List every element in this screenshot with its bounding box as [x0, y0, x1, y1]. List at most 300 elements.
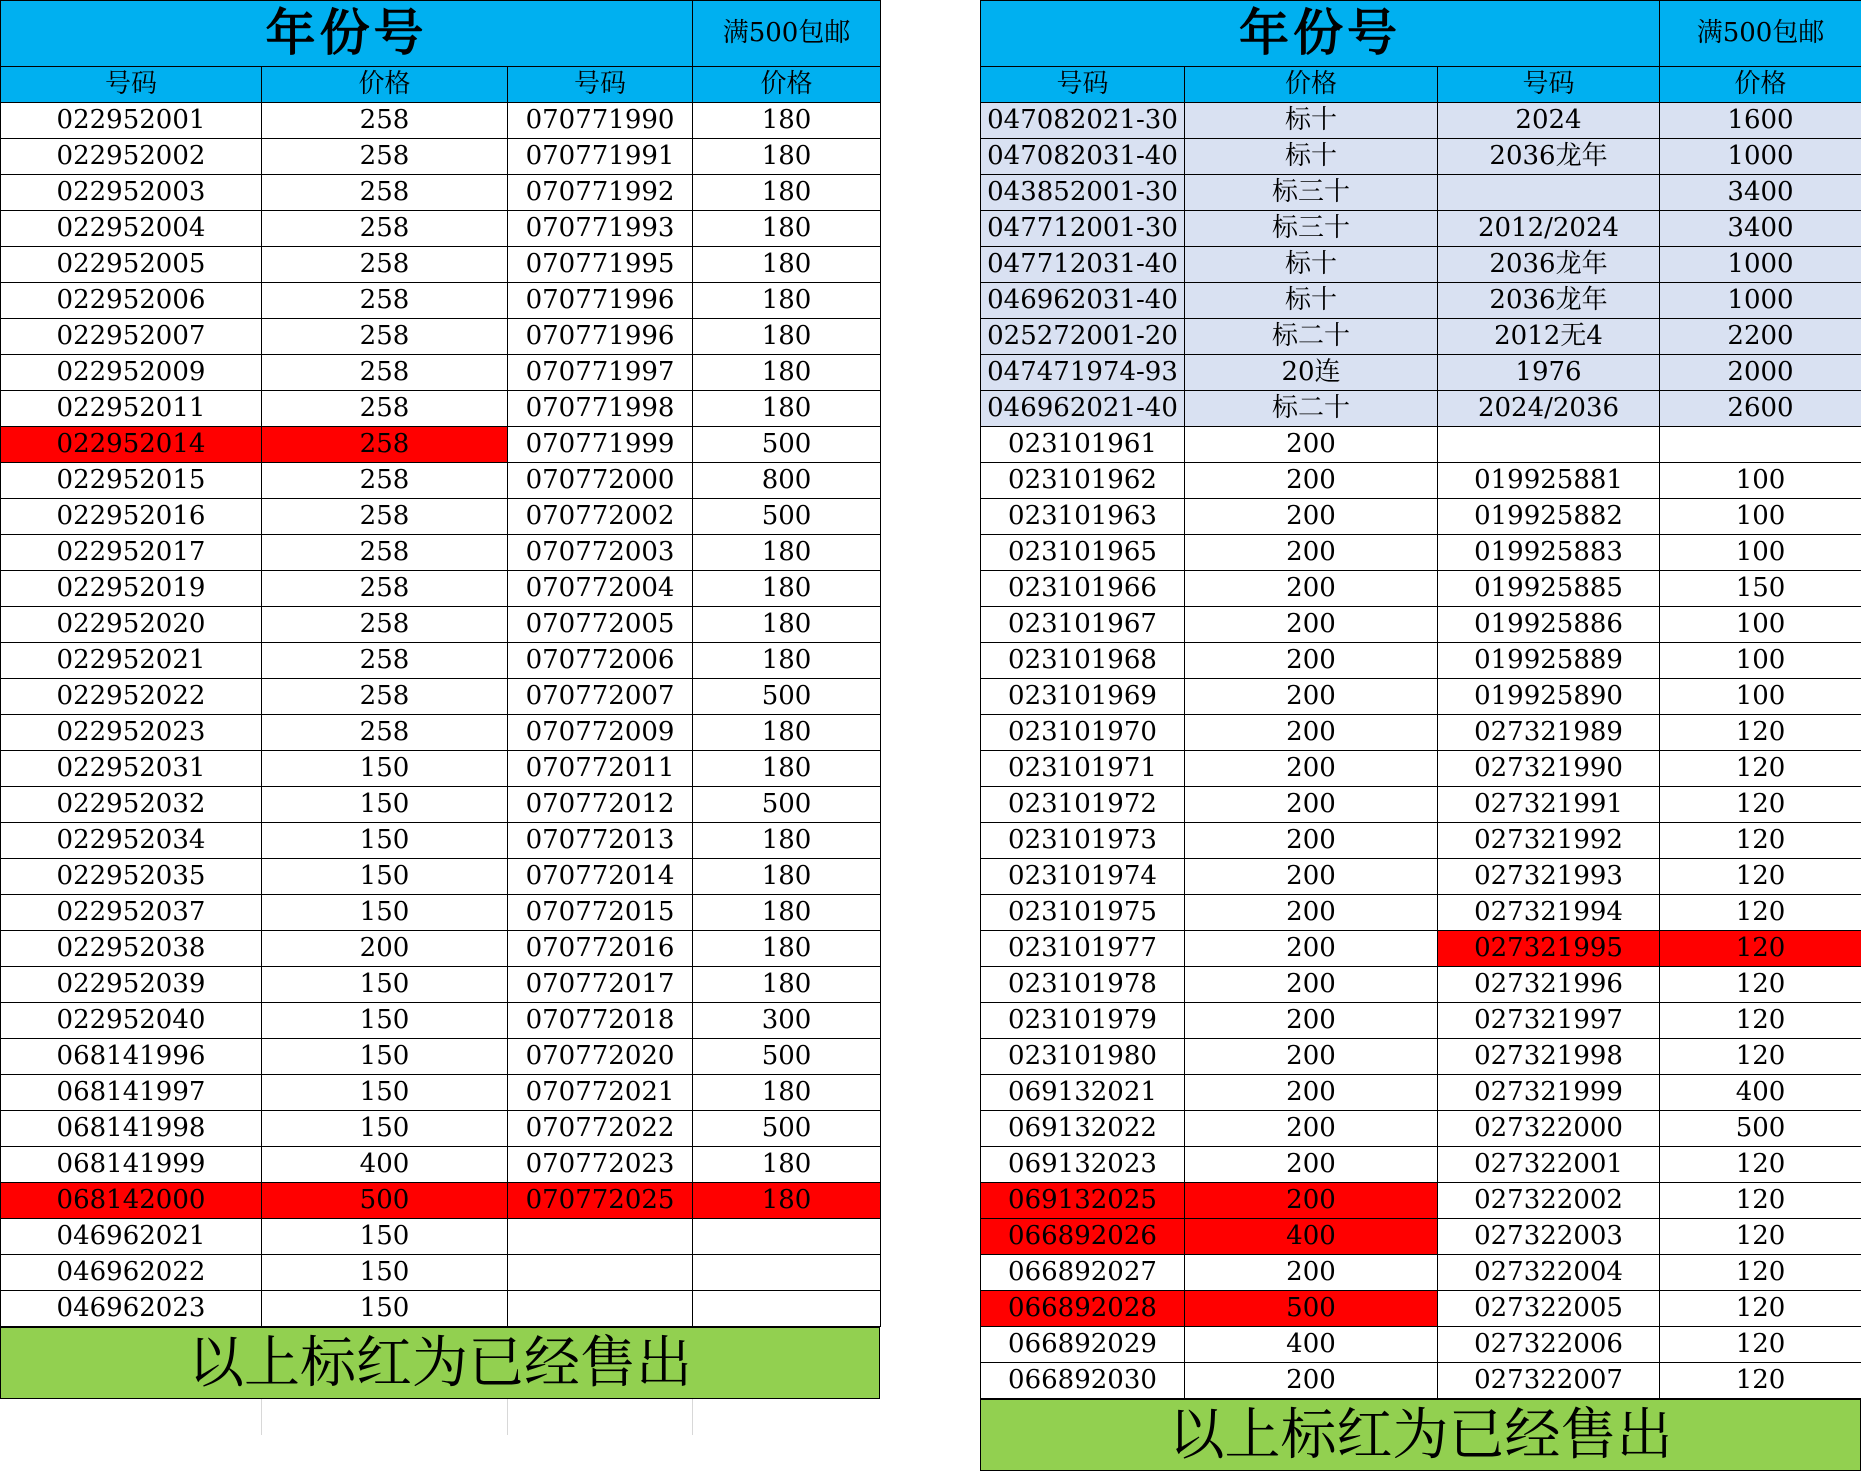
- table-row: [981, 355, 1861, 391]
- table-row: [1, 283, 881, 319]
- cell-number-2: 070772014: [508, 859, 693, 895]
- cell-price-1: 200: [1185, 823, 1438, 859]
- cell-number-1: 022952004: [1, 211, 262, 247]
- table-row: [1, 859, 881, 895]
- left-header-number-1: 号码: [1, 67, 262, 103]
- cell-price-2: 120: [1660, 1183, 1861, 1219]
- cell-number-1: 022952019: [1, 571, 262, 607]
- cell-price-1: 200: [1185, 1363, 1438, 1399]
- cell-number-1: 022952037: [1, 895, 262, 931]
- cell-number-1: 046962023: [1, 1291, 262, 1327]
- cell-number-2: 070771997: [508, 355, 693, 391]
- cell-number-1: 022952001: [1, 103, 262, 139]
- cell-price-2: 2600: [1660, 391, 1861, 427]
- cell-number-2: 2012无4: [1438, 319, 1660, 355]
- table-row: [1, 643, 881, 679]
- cell-number-1: 023101966: [981, 571, 1185, 607]
- table-row: [981, 643, 1861, 679]
- cell-number-1: 023101969: [981, 679, 1185, 715]
- cell-number-1: 069132025: [981, 1183, 1185, 1219]
- cell-number-2: 027321997: [1438, 1003, 1660, 1039]
- cell-price-2: 120: [1660, 823, 1861, 859]
- table-row: [1, 715, 881, 751]
- cell-number-2: 027321994: [1438, 895, 1660, 931]
- table-row: [1, 211, 881, 247]
- cell-number-1: 069132021: [981, 1075, 1185, 1111]
- cell-price-2: [693, 1291, 881, 1327]
- cell-number-2: 070771998: [508, 391, 693, 427]
- cell-price-1: 200: [1185, 1183, 1438, 1219]
- cell-number-2: [1438, 427, 1660, 463]
- right-header-number-2: 号码: [1438, 67, 1660, 103]
- cell-price-2: 180: [693, 967, 881, 1003]
- table-row: [981, 715, 1861, 751]
- table-row: [1, 1291, 881, 1327]
- cell-price-1: 200: [1185, 571, 1438, 607]
- cell-number-1: 022952032: [1, 787, 262, 823]
- cell-price-1: 200: [1185, 1255, 1438, 1291]
- cell-number-2: 070772015: [508, 895, 693, 931]
- cell-price-1: 200: [1185, 535, 1438, 571]
- cell-price-1: 258: [262, 535, 508, 571]
- cell-number-1: 046962021: [1, 1219, 262, 1255]
- left-header-price-1: 价格: [262, 67, 508, 103]
- cell-price-1: 400: [1185, 1219, 1438, 1255]
- cell-price-2: 100: [1660, 679, 1861, 715]
- cell-number-2: 070771996: [508, 283, 693, 319]
- cell-number-1: 066892029: [981, 1327, 1185, 1363]
- cell-number-1: 022952015: [1, 463, 262, 499]
- cell-price-1: 258: [262, 211, 508, 247]
- cell-number-2: [508, 1291, 693, 1327]
- cell-number-2: 070772013: [508, 823, 693, 859]
- cell-price-2: 180: [693, 895, 881, 931]
- cell-number-1: 046962022: [1, 1255, 262, 1291]
- cell-price-1: 标二十: [1185, 391, 1438, 427]
- table-row: [981, 1039, 1861, 1075]
- cell-number-2: 2024: [1438, 103, 1660, 139]
- table-row: [981, 1291, 1861, 1327]
- cell-number-2: 070771999: [508, 427, 693, 463]
- cell-price-2: 120: [1660, 751, 1861, 787]
- cell-price-1: 258: [262, 247, 508, 283]
- cell-price-1: 258: [262, 175, 508, 211]
- cell-price-2: 180: [693, 319, 881, 355]
- table-row: [981, 787, 1861, 823]
- cell-number-2: 070772006: [508, 643, 693, 679]
- cell-number-2: 070772011: [508, 751, 693, 787]
- table-row: [1, 247, 881, 283]
- cell-number-2: 070771996: [508, 319, 693, 355]
- cell-price-2: 180: [693, 715, 881, 751]
- left-price-sheet: [0, 0, 880, 1435]
- cell-price-2: 120: [1660, 1291, 1861, 1327]
- cell-price-2: 120: [1660, 895, 1861, 931]
- cell-price-1: 200: [1185, 751, 1438, 787]
- cell-number-1: 022952011: [1, 391, 262, 427]
- cell-price-1: 500: [1185, 1291, 1438, 1327]
- cell-number-2: 070772017: [508, 967, 693, 1003]
- table-row: [1, 751, 881, 787]
- cell-number-2: 070772018: [508, 1003, 693, 1039]
- cell-price-2: 180: [693, 607, 881, 643]
- table-row: [981, 1003, 1861, 1039]
- table-row: [1, 535, 881, 571]
- left-header-price-2: 价格: [693, 67, 881, 103]
- cell-price-2: 3400: [1660, 211, 1861, 247]
- right-header-number-1: 号码: [981, 67, 1185, 103]
- cell-price-2: 180: [693, 1183, 881, 1219]
- cell-price-1: 258: [262, 355, 508, 391]
- cell-price-2: 120: [1660, 1219, 1861, 1255]
- cell-price-1: 150: [262, 1039, 508, 1075]
- cell-price-2: 120: [1660, 931, 1861, 967]
- cell-number-2: 027321992: [1438, 823, 1660, 859]
- cell-number-1: 066892026: [981, 1219, 1185, 1255]
- cell-price-2: 180: [693, 1147, 881, 1183]
- cell-price-2: 400: [1660, 1075, 1861, 1111]
- cell-price-2: 180: [693, 751, 881, 787]
- cell-number-1: 047082021-30: [981, 103, 1185, 139]
- left-sheet-title: 年份号: [1, 1, 693, 67]
- cell-number-2: 070772002: [508, 499, 693, 535]
- cell-number-2: 070772003: [508, 535, 693, 571]
- cell-price-2: 180: [693, 175, 881, 211]
- cell-price-2: 120: [1660, 1255, 1861, 1291]
- table-row: [981, 823, 1861, 859]
- cell-number-1: 068142000: [1, 1183, 262, 1219]
- cell-number-2: 019925882: [1438, 499, 1660, 535]
- left-shipping-note: 满500包邮: [693, 1, 881, 67]
- cell-number-2: [1438, 175, 1660, 211]
- cell-price-1: 200: [1185, 1075, 1438, 1111]
- cell-price-1: 258: [262, 103, 508, 139]
- right-sold-note: 以上标红为已经售出: [980, 1399, 1861, 1471]
- cell-number-2: 070772021: [508, 1075, 693, 1111]
- cell-number-2: 019925886: [1438, 607, 1660, 643]
- cell-price-2: 1600: [1660, 103, 1861, 139]
- cell-price-1: 258: [262, 283, 508, 319]
- cell-price-2: 100: [1660, 643, 1861, 679]
- cell-number-1: 023101965: [981, 535, 1185, 571]
- cell-price-2: 180: [693, 283, 881, 319]
- cell-price-2: 2200: [1660, 319, 1861, 355]
- cell-price-2: 500: [693, 427, 881, 463]
- cell-number-1: 066892028: [981, 1291, 1185, 1327]
- table-row: [981, 499, 1861, 535]
- cell-number-1: 023101967: [981, 607, 1185, 643]
- cell-price-1: 200: [1185, 895, 1438, 931]
- cell-price-2: 500: [693, 499, 881, 535]
- left-title-row: [1, 1, 881, 67]
- cell-number-1: 068141999: [1, 1147, 262, 1183]
- cell-number-1: 047712031-40: [981, 247, 1185, 283]
- cell-number-2: 2024/2036: [1438, 391, 1660, 427]
- cell-price-1: 150: [262, 751, 508, 787]
- cell-price-1: 150: [262, 1255, 508, 1291]
- cell-price-1: 150: [262, 895, 508, 931]
- table-row: [1, 1147, 881, 1183]
- cell-number-1: 068141996: [1, 1039, 262, 1075]
- cell-price-1: 200: [1185, 1003, 1438, 1039]
- cell-number-1: 022952034: [1, 823, 262, 859]
- cell-number-2: 027321999: [1438, 1075, 1660, 1111]
- cell-price-1: 标十: [1185, 103, 1438, 139]
- cell-price-2: 180: [693, 139, 881, 175]
- cell-price-2: 500: [693, 1039, 881, 1075]
- cell-price-1: 258: [262, 715, 508, 751]
- cell-price-1: 200: [1185, 1111, 1438, 1147]
- table-row: [1, 1003, 881, 1039]
- table-row: [981, 283, 1861, 319]
- cell-price-2: 180: [693, 247, 881, 283]
- cell-price-2: 120: [1660, 1147, 1861, 1183]
- cell-number-1: 025272001-20: [981, 319, 1185, 355]
- table-row: [981, 427, 1861, 463]
- cell-number-2: 1976: [1438, 355, 1660, 391]
- cell-number-1: 069132022: [981, 1111, 1185, 1147]
- cell-price-2: 180: [693, 643, 881, 679]
- cell-price-1: 200: [1185, 463, 1438, 499]
- cell-price-1: 258: [262, 139, 508, 175]
- cell-price-1: 20连: [1185, 355, 1438, 391]
- cell-price-1: 150: [262, 967, 508, 1003]
- table-row: [981, 895, 1861, 931]
- cell-price-2: 120: [1660, 1363, 1861, 1399]
- cell-price-1: 258: [262, 463, 508, 499]
- cell-number-1: 046962031-40: [981, 283, 1185, 319]
- table-row: [1, 931, 881, 967]
- table-row: [981, 463, 1861, 499]
- table-row: [981, 679, 1861, 715]
- cell-number-2: 070772005: [508, 607, 693, 643]
- cell-number-1: 023101973: [981, 823, 1185, 859]
- cell-price-1: 400: [1185, 1327, 1438, 1363]
- cell-price-1: 200: [1185, 859, 1438, 895]
- cell-price-1: 标三十: [1185, 175, 1438, 211]
- right-price-table: [980, 0, 1861, 1399]
- table-row: [981, 571, 1861, 607]
- left-empty-grid: [0, 1399, 880, 1435]
- left-price-table: [0, 0, 881, 1327]
- cell-price-2: 2000: [1660, 355, 1861, 391]
- table-row: [981, 859, 1861, 895]
- table-row: [1, 895, 881, 931]
- table-row: [981, 319, 1861, 355]
- table-row: [1, 823, 881, 859]
- table-row: [1, 355, 881, 391]
- cell-number-1: 022952016: [1, 499, 262, 535]
- cell-number-2: 027322000: [1438, 1111, 1660, 1147]
- cell-number-1: 023101975: [981, 895, 1185, 931]
- cell-price-1: 258: [262, 427, 508, 463]
- cell-number-1: 022952017: [1, 535, 262, 571]
- left-header-row: [1, 67, 881, 103]
- cell-price-2: 180: [693, 1075, 881, 1111]
- cell-number-1: 066892030: [981, 1363, 1185, 1399]
- cell-number-2: 027322001: [1438, 1147, 1660, 1183]
- cell-number-2: 019925885: [1438, 571, 1660, 607]
- cell-number-2: 027321993: [1438, 859, 1660, 895]
- cell-number-2: [508, 1255, 693, 1291]
- cell-price-2: 180: [693, 535, 881, 571]
- cell-number-2: 2036龙年: [1438, 139, 1660, 175]
- table-row: [981, 535, 1861, 571]
- cell-number-2: 027322003: [1438, 1219, 1660, 1255]
- right-title-row: [981, 1, 1861, 67]
- cell-price-1: 200: [1185, 499, 1438, 535]
- cell-number-2: 070771992: [508, 175, 693, 211]
- table-row: [1, 1039, 881, 1075]
- right-shipping-note: 满500包邮: [1660, 1, 1861, 67]
- cell-number-2: 019925881: [1438, 463, 1660, 499]
- cell-price-2: 180: [693, 391, 881, 427]
- table-row: [1, 1111, 881, 1147]
- cell-number-1: 023101977: [981, 931, 1185, 967]
- cell-price-1: 258: [262, 571, 508, 607]
- cell-price-2: 120: [1660, 967, 1861, 1003]
- cell-price-1: 标十: [1185, 139, 1438, 175]
- cell-price-1: 258: [262, 607, 508, 643]
- table-row: [981, 247, 1861, 283]
- cell-number-1: 022952009: [1, 355, 262, 391]
- cell-price-2: 500: [693, 787, 881, 823]
- cell-number-1: 047082031-40: [981, 139, 1185, 175]
- cell-number-2: 019925883: [1438, 535, 1660, 571]
- cell-number-2: 019925890: [1438, 679, 1660, 715]
- right-sheet-title: 年份号: [981, 1, 1660, 67]
- cell-price-1: 200: [1185, 967, 1438, 1003]
- table-row: [1, 1219, 881, 1255]
- right-header-price-1: 价格: [1185, 67, 1438, 103]
- table-row: [1, 571, 881, 607]
- cell-number-1: 023101961: [981, 427, 1185, 463]
- table-row: [1, 103, 881, 139]
- table-row: [981, 1327, 1861, 1363]
- cell-price-1: 标十: [1185, 247, 1438, 283]
- cell-number-1: 022952040: [1, 1003, 262, 1039]
- cell-number-1: 066892027: [981, 1255, 1185, 1291]
- cell-price-1: 200: [1185, 643, 1438, 679]
- cell-price-1: 200: [1185, 679, 1438, 715]
- right-header-row: [981, 67, 1861, 103]
- cell-price-1: 200: [1185, 427, 1438, 463]
- cell-price-2: 150: [1660, 571, 1861, 607]
- cell-number-2: 070771991: [508, 139, 693, 175]
- cell-price-2: 120: [1660, 1039, 1861, 1075]
- cell-price-1: 258: [262, 679, 508, 715]
- cell-number-2: 027321995: [1438, 931, 1660, 967]
- cell-number-1: 023101972: [981, 787, 1185, 823]
- cell-number-1: 022952003: [1, 175, 262, 211]
- cell-number-1: 022952022: [1, 679, 262, 715]
- table-row: [1, 1255, 881, 1291]
- cell-price-2: 500: [693, 1111, 881, 1147]
- table-row: [1, 967, 881, 1003]
- table-row: [1, 391, 881, 427]
- table-row: [981, 103, 1861, 139]
- table-row: [1, 607, 881, 643]
- cell-price-2: [693, 1255, 881, 1291]
- table-row: [981, 967, 1861, 1003]
- left-header-number-2: 号码: [508, 67, 693, 103]
- cell-price-2: 180: [693, 355, 881, 391]
- table-row: [981, 1363, 1861, 1399]
- cell-number-2: [508, 1219, 693, 1255]
- cell-price-1: 标三十: [1185, 211, 1438, 247]
- cell-number-1: 022952031: [1, 751, 262, 787]
- table-row: [981, 1075, 1861, 1111]
- cell-number-2: 027321996: [1438, 967, 1660, 1003]
- table-row: [981, 751, 1861, 787]
- cell-price-2: 1000: [1660, 139, 1861, 175]
- cell-number-2: 070771995: [508, 247, 693, 283]
- cell-number-1: 022952020: [1, 607, 262, 643]
- cell-price-1: 200: [1185, 715, 1438, 751]
- cell-number-2: 027321991: [1438, 787, 1660, 823]
- cell-price-1: 200: [1185, 1039, 1438, 1075]
- cell-price-1: 400: [262, 1147, 508, 1183]
- table-row: [981, 1111, 1861, 1147]
- cell-price-2: [693, 1219, 881, 1255]
- cell-number-2: 070772020: [508, 1039, 693, 1075]
- cell-number-2: 070771990: [508, 103, 693, 139]
- cell-price-1: 150: [262, 787, 508, 823]
- cell-price-2: 180: [693, 103, 881, 139]
- cell-number-2: 2012/2024: [1438, 211, 1660, 247]
- cell-price-2: 120: [1660, 715, 1861, 751]
- right-price-sheet: [980, 0, 1861, 1471]
- cell-number-2: 027321990: [1438, 751, 1660, 787]
- cell-number-1: 069132023: [981, 1147, 1185, 1183]
- cell-number-2: 070772025: [508, 1183, 693, 1219]
- cell-number-2: 070772023: [508, 1147, 693, 1183]
- cell-price-2: [1660, 427, 1861, 463]
- cell-price-1: 200: [262, 931, 508, 967]
- cell-price-2: 1000: [1660, 247, 1861, 283]
- table-row: [981, 175, 1861, 211]
- cell-number-2: 019925889: [1438, 643, 1660, 679]
- cell-number-1: 023101970: [981, 715, 1185, 751]
- cell-number-2: 027321998: [1438, 1039, 1660, 1075]
- cell-number-2: 027322004: [1438, 1255, 1660, 1291]
- table-row: [1, 319, 881, 355]
- cell-number-2: 070772004: [508, 571, 693, 607]
- cell-number-1: 023101968: [981, 643, 1185, 679]
- table-row: [1, 175, 881, 211]
- cell-price-1: 150: [262, 1111, 508, 1147]
- cell-price-1: 150: [262, 1291, 508, 1327]
- cell-price-2: 180: [693, 823, 881, 859]
- cell-price-2: 300: [693, 1003, 881, 1039]
- cell-price-2: 3400: [1660, 175, 1861, 211]
- cell-price-2: 800: [693, 463, 881, 499]
- cell-number-2: 070772007: [508, 679, 693, 715]
- cell-price-1: 200: [1185, 1147, 1438, 1183]
- table-row: [981, 1255, 1861, 1291]
- table-row: [1, 787, 881, 823]
- cell-number-2: 070772012: [508, 787, 693, 823]
- cell-number-1: 022952005: [1, 247, 262, 283]
- cell-price-1: 258: [262, 391, 508, 427]
- table-row: [981, 391, 1861, 427]
- cell-price-2: 100: [1660, 463, 1861, 499]
- table-row: [1, 463, 881, 499]
- cell-price-1: 标十: [1185, 283, 1438, 319]
- cell-number-2: 070772022: [508, 1111, 693, 1147]
- table-row: [981, 931, 1861, 967]
- cell-number-1: 022952014: [1, 427, 262, 463]
